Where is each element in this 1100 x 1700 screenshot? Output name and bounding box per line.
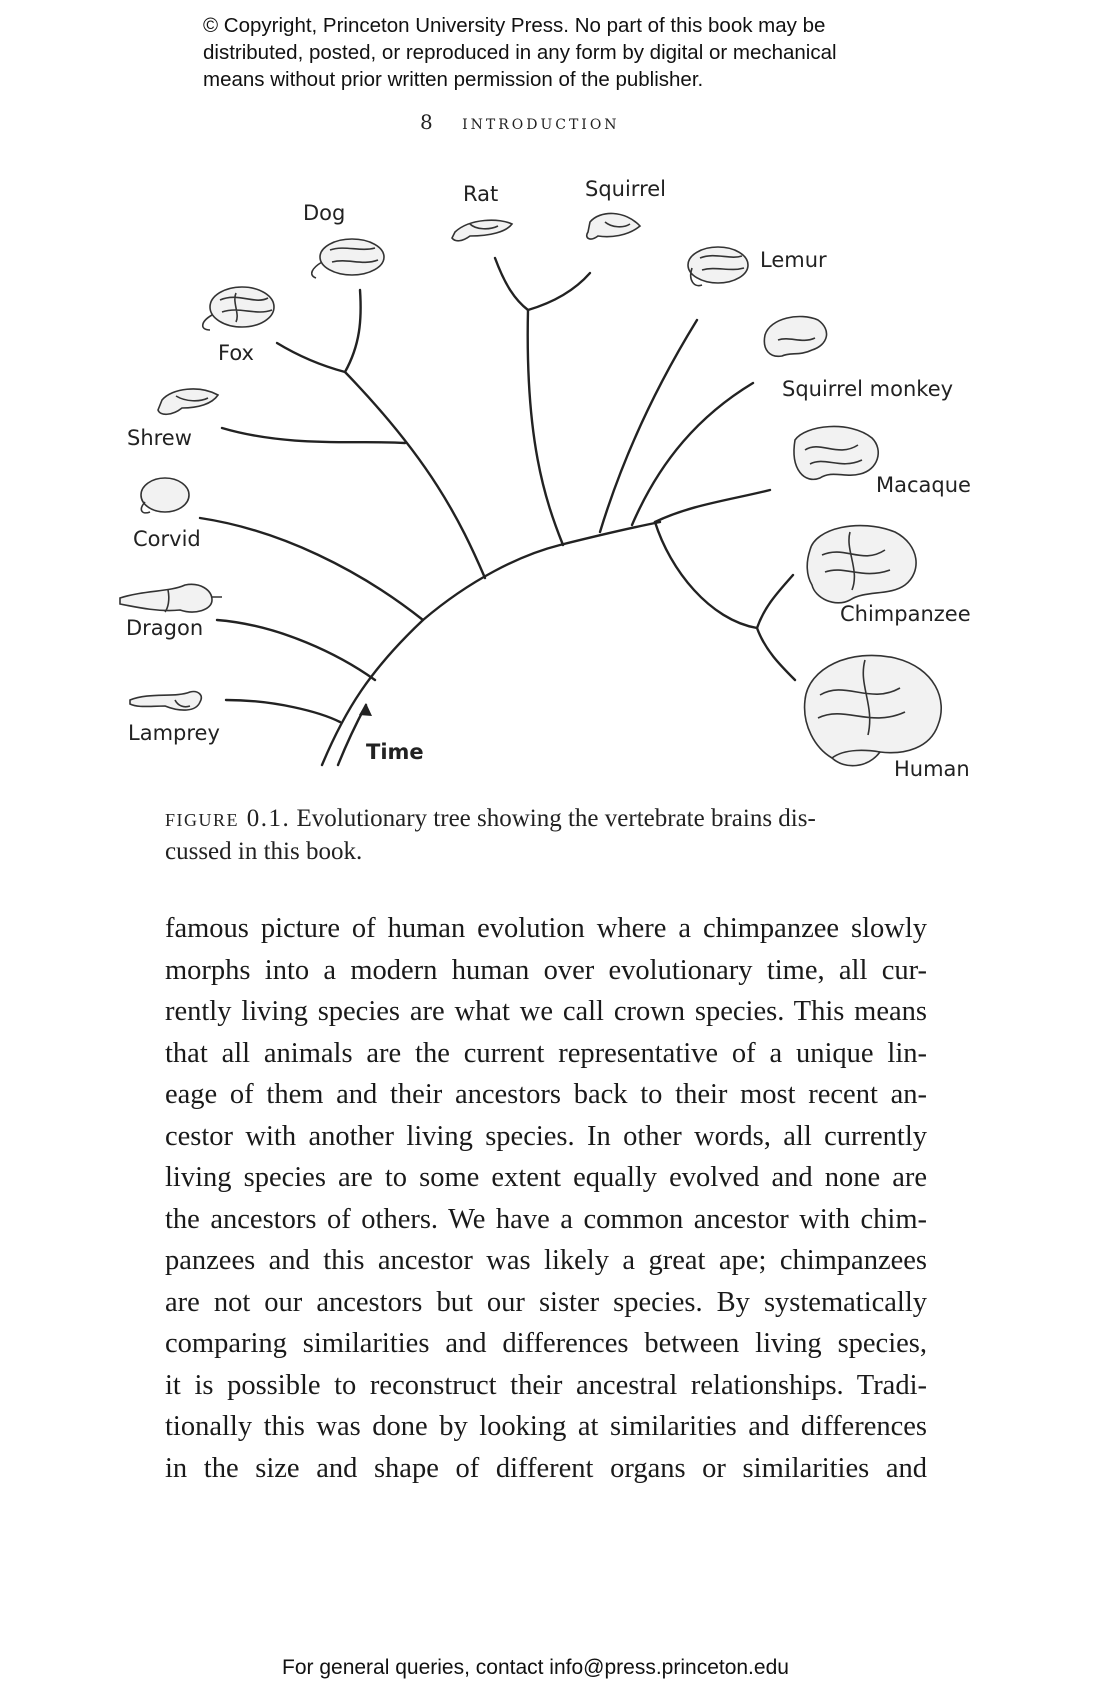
body-line: tionally this was done by looking at similarities and differences [165,1411,927,1442]
rat-brain-icon [452,220,512,241]
label-lemur: Lemur [760,248,827,272]
label-shrew: Shrew [127,426,192,450]
footer-contact: For general queries, contact info@press.princeton.edu [282,1656,789,1679]
running-head [420,110,620,134]
body-line: rently living species are what we call crown species. This means [165,996,927,1027]
body-line: panzees and this ancestor was likely a great ape; chimpanzees [165,1245,927,1276]
lamprey-brain-icon [130,692,201,711]
body-line: comparing similarities and differences between living species, [165,1328,927,1359]
label-human: Human [894,757,970,781]
body-line: in the size and shape of different organs or similarities and [165,1452,927,1484]
label-squirrel-monkey: Squirrel monkey [782,377,954,401]
label-chimpanzee: Chimpanzee [840,602,971,626]
figure-caption-text-2: cussed in this book. [165,838,363,865]
body-line: that all animals are the current representative of a unique lin- [165,1037,927,1069]
page-number: 8 [420,110,434,134]
label-macaque: Macaque [876,473,971,497]
running-head-title: introduction [462,110,620,134]
tree-trunk [322,522,660,765]
lemur-brain-icon [688,247,748,286]
body-line: it is possible to reconstruct their ancestral relationships. Tradi- [165,1369,927,1401]
branch-corvid [200,518,423,620]
branch-fox-dog [345,372,485,578]
branch-chimpanzee [757,575,793,628]
copyright-line: means without prior written permission of the publisher. [203,68,704,91]
dog-brain-icon [312,239,384,278]
body-line: eage of them and their ancestors back to their most recent an- [165,1079,927,1110]
human-brain-icon [805,655,942,765]
tree-branches [200,258,795,765]
branch-fox [277,343,345,372]
label-dog: Dog [303,201,346,225]
label-squirrel: Squirrel [585,177,666,201]
body-line: living species are to some extent equally evolved and none are [165,1162,927,1193]
body-line: morphs into a modern human over evolutionary time, all cur- [165,954,927,986]
branch-shrew [222,428,405,443]
dragon-brain-icon [120,584,222,612]
branch-lemur [600,320,697,532]
label-dragon: Dragon [126,616,204,640]
branch-macaque [655,490,770,522]
branch-apes [655,522,757,628]
corvid-brain-icon [141,478,189,513]
label-time: Time [366,740,424,764]
branch-lamprey [226,700,340,722]
shrew-brain-icon [158,389,218,414]
copyright-line: © Copyright, Princeton University Press. No part of this book may be [203,14,826,37]
brain-illustrations [120,213,941,765]
label-rat: Rat [463,182,499,206]
label-fox: Fox [218,341,254,365]
label-lamprey: Lamprey [128,721,220,745]
body-line: cestor with another living species. In other words, all currently [165,1120,927,1152]
body-line: are not our ancestors but our sister species. By systematically [165,1286,927,1318]
time-arrow-head [359,703,372,716]
copyright-line: distributed, posted, or reproduced in any form by digital or mechanical [203,41,837,64]
branch-dragon [217,620,375,680]
chimpanzee-brain-icon [807,526,916,603]
label-corvid: Corvid [133,527,201,551]
copyright-notice [203,12,923,93]
macaque-brain-icon [794,426,878,479]
branch-rat [495,258,528,310]
squirrel-monkey-brain-icon [764,316,826,356]
branch-dog [345,290,361,372]
body-paragraph [165,908,927,1489]
branch-human [757,628,795,680]
branch-squirrel [528,273,590,310]
figure-caption-text: Evolutionary tree showing the vertebrate brains dis- [290,805,816,832]
branch-rodents [528,310,563,545]
body-line: the ancestors of others. We have a common ancestor with chim- [165,1203,927,1235]
fox-brain-icon [203,287,274,330]
body-line: famous picture of human evolution where a chimpanzee slowly [165,913,927,944]
squirrel-brain-icon [587,213,640,239]
figure-label: figure 0.1. [165,805,291,832]
figure-caption [165,802,885,868]
evolutionary-tree-figure [0,150,1100,790]
